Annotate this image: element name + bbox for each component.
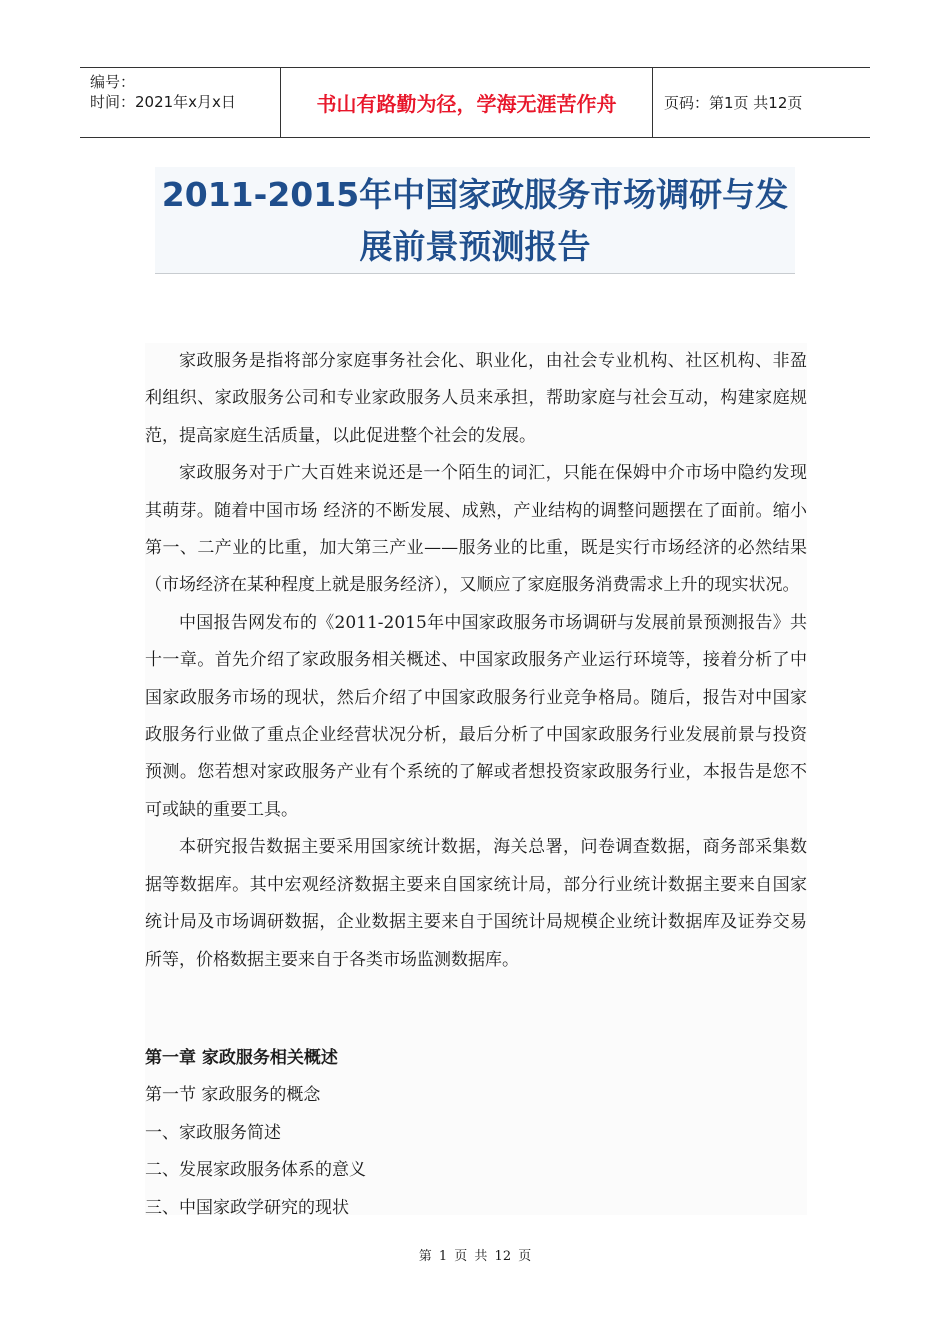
toc-item-3: 三、中国家政学研究的现状 xyxy=(145,1198,349,1218)
title-block xyxy=(155,167,795,274)
page-footer: 第 1 页 共 12 页 xyxy=(418,1249,532,1264)
toc-item-1: 一、家政服务简述 xyxy=(145,1123,281,1143)
title-line-1: 2011-2015年中国家政服务市场调研与发 xyxy=(161,175,789,214)
paragraph-4: 本研究报告数据主要采用国家统计数据，海关总署，问卷调查数据，商务部采集数据等数据库。其中宏观经济数据主要来自国家统计局，部分行业统计数据主要来自国家统计局及市场调研数据，企业数据主要来自于国统计局规模企业统计数据库及证券交易所等，价格数据主要来自于各类市场监测数据库。 xyxy=(145,837,807,970)
chapter-heading: 第一章 家政服务相关概述 xyxy=(145,1048,338,1068)
toc-section: 第一节 家政服务的概念 xyxy=(145,1085,321,1105)
paragraph-2: 家政服务对于广大百姓来说还是一个陌生的词汇，只能在保姆中介市场中隐约发现其萌芽。随着中国市场 经济的不断发展、成熟，产业结构的调整问题摆在了面前。缩小第一、二产业的比重，加大第三产业——服务业的比重，既是实行市场经济的必然结果（市场经济在某种程度上就是服务经济），又顺应了家庭服务消费需求上升的现实状况。 xyxy=(145,463,807,596)
paragraph-3: 中国报告网发布的《2011-2015年中国家政服务市场调研与发展前景预测报告》共十一章。首先介绍了家政服务相关概述、中国家政服务产业运行环境等，接着分析了中国家政服务市场的现状，然后介绍了中国家政服务行业竞争格局。随后，报告对中国家政服务行业做了重点企业经营状况分析，最后分析了中国家政服务行业发展前景与投资预测。您若想对家政服务产业有个系统的了解或者想投资家政服务行业，本报告是您不可或缺的重要工具。 xyxy=(145,612,807,820)
toc-item-2: 二、发展家政服务体系的意义 xyxy=(145,1160,366,1180)
document-body xyxy=(145,343,807,1218)
paragraph-1: 家政服务是指将部分家庭事务社会化、职业化，由社会专业机构、社区机构、非盈利组织、家政服务公司和专业家政服务人员来承担，帮助家庭与社会互动，构建家庭规范，提高家庭生活质量，以此促进整个社会的发展。 xyxy=(145,351,807,446)
time-label: 时间：2021年x月x日 xyxy=(90,93,236,111)
document-title xyxy=(155,167,795,273)
title-line-2: 展前景预测报告 xyxy=(359,227,591,266)
header-table xyxy=(80,67,870,138)
header-page-info: 页码：第1页 共12页 xyxy=(664,94,803,112)
header-meta xyxy=(80,68,280,137)
header-motto: 书山有路勤为径，学海无涯苦作舟 xyxy=(280,68,653,137)
number-label: 编号： xyxy=(90,73,136,91)
